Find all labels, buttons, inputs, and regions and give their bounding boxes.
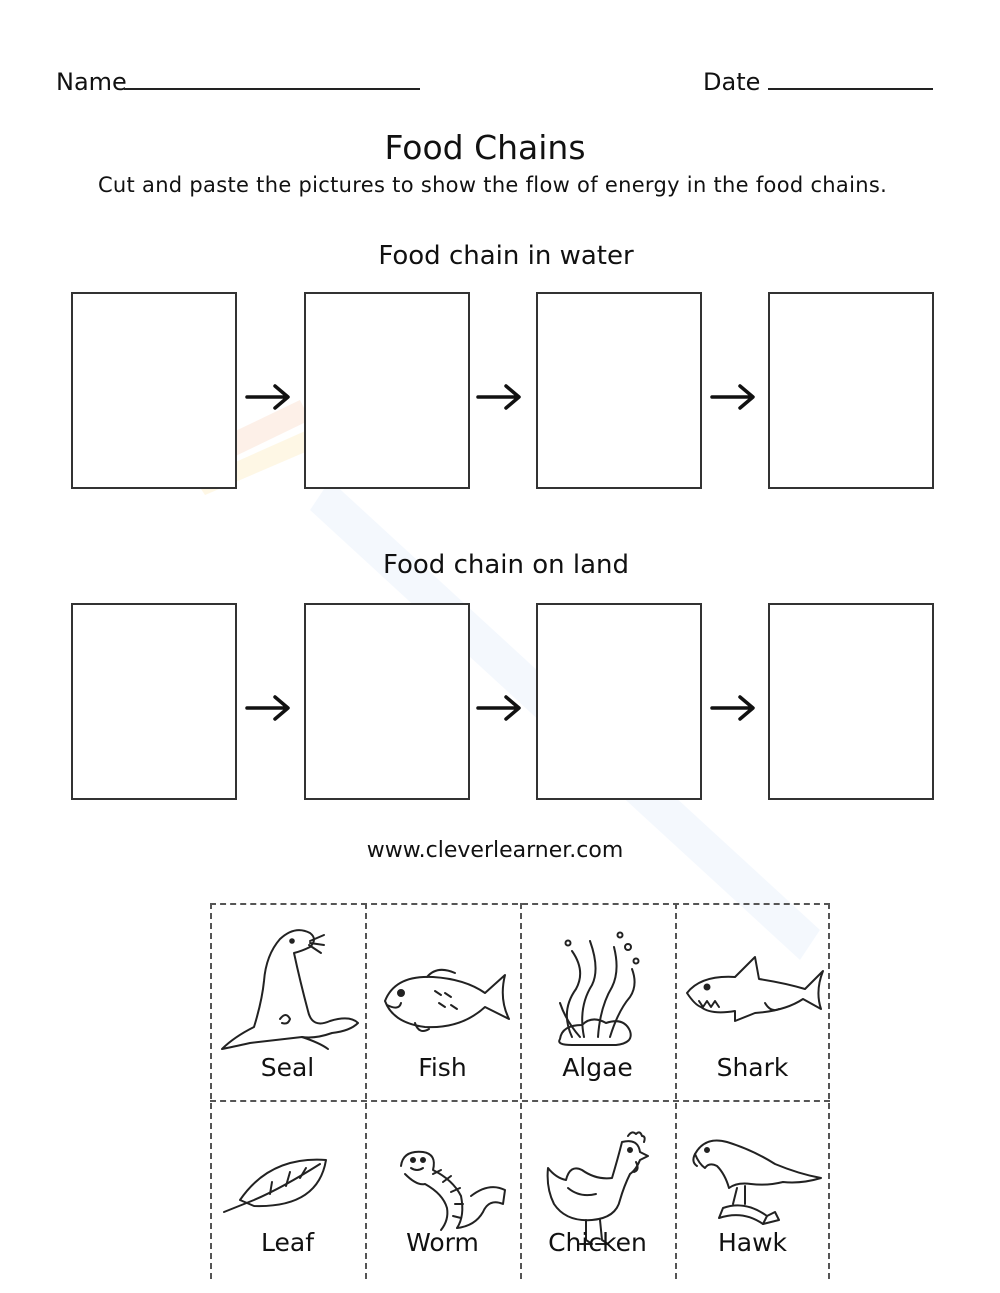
card-shark[interactable] xyxy=(675,903,830,1091)
date-label: Date xyxy=(703,68,761,96)
water-chain-box-3[interactable] xyxy=(536,292,702,489)
page-title: Food Chains xyxy=(384,128,586,167)
instructions-text: Cut and paste the pictures to show the flow of energy in the food chains. xyxy=(97,173,888,197)
website-url: www.cleverlearner.com xyxy=(366,838,624,863)
fish-icon xyxy=(365,911,520,1061)
arrow-right-icon xyxy=(474,382,524,412)
card-seal[interactable] xyxy=(210,903,365,1091)
card-label: Chicken xyxy=(548,1228,647,1257)
card-label: Shark xyxy=(716,1053,789,1082)
land-chain-box-3[interactable] xyxy=(536,603,702,800)
land-chain-title: Food chain on land xyxy=(382,550,630,580)
arrow-right-icon xyxy=(243,693,293,723)
card-label: Worm xyxy=(406,1228,479,1257)
water-chain-box-4[interactable] xyxy=(768,292,934,489)
card-worm[interactable] xyxy=(365,1100,520,1288)
land-chain-box-2[interactable] xyxy=(304,603,470,800)
card-label: Hawk xyxy=(717,1228,788,1257)
shark-icon xyxy=(675,911,830,1061)
name-field[interactable] xyxy=(124,88,420,90)
arrow-right-icon xyxy=(474,693,524,723)
name-label: Name xyxy=(56,68,127,96)
seal-icon xyxy=(210,911,365,1061)
card-label: Seal xyxy=(260,1053,315,1082)
water-chain-box-2[interactable] xyxy=(304,292,470,489)
card-leaf[interactable] xyxy=(210,1100,365,1288)
card-label: Leaf xyxy=(261,1228,314,1257)
arrow-right-icon xyxy=(708,382,758,412)
date-field[interactable] xyxy=(768,88,933,90)
card-fish[interactable] xyxy=(365,903,520,1091)
card-chicken[interactable] xyxy=(520,1100,675,1288)
land-chain-box-1[interactable] xyxy=(71,603,237,800)
cutout-card-grid xyxy=(210,903,830,1279)
card-label: Fish xyxy=(418,1053,467,1082)
land-chain-box-4[interactable] xyxy=(768,603,934,800)
arrow-right-icon xyxy=(243,382,293,412)
card-hawk[interactable] xyxy=(675,1100,830,1288)
arrow-right-icon xyxy=(708,693,758,723)
water-chain-title: Food chain in water xyxy=(378,241,634,271)
card-algae[interactable] xyxy=(520,903,675,1091)
algae-icon xyxy=(520,911,675,1061)
card-label: Algae xyxy=(562,1053,633,1082)
water-chain-box-1[interactable] xyxy=(71,292,237,489)
